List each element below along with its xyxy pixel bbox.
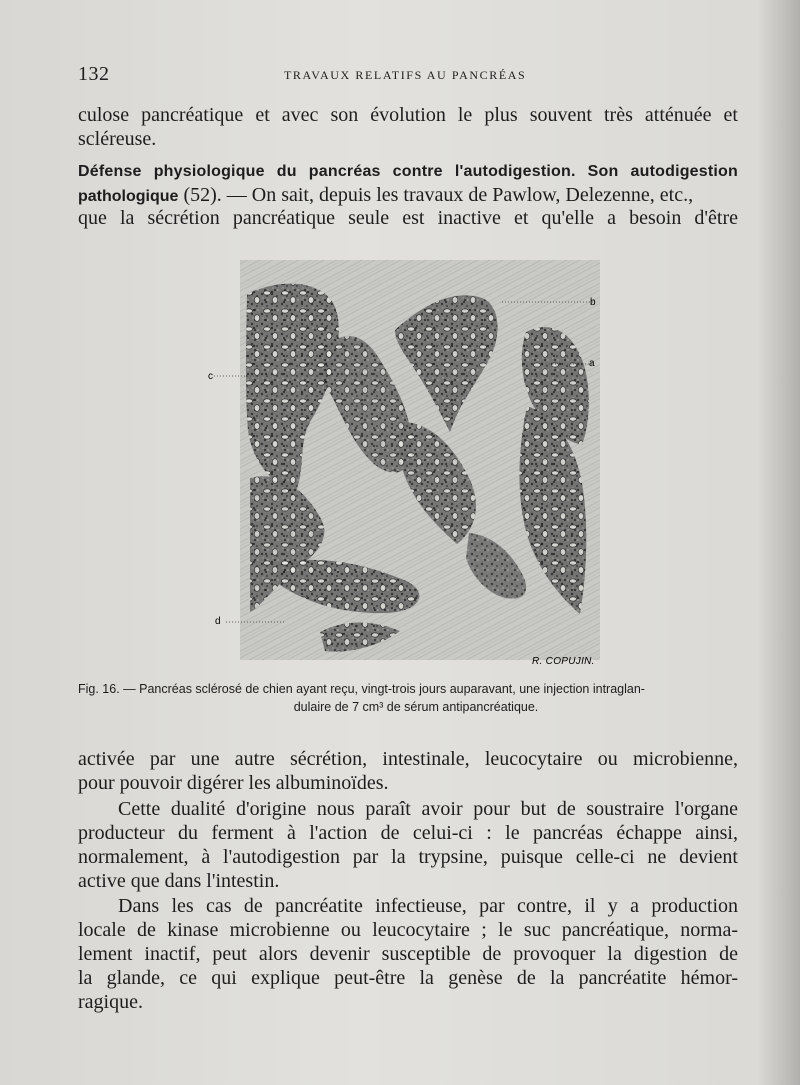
body-line-1: culose pancréatique et avec son évolution le plus souvent très atténuée et: [78, 104, 738, 126]
body-para2-line-3: normalement, à l'autodigestion par la trypsine, puisque celle-ci ne devient: [78, 846, 738, 868]
artist-signature: R. COPUJIN.: [532, 656, 595, 667]
histology-figure: [190, 252, 610, 670]
body-para2-line-4: active que dans l'intestin.: [78, 870, 280, 892]
figure-label-b: b: [590, 297, 596, 308]
page-header: [78, 63, 738, 87]
body-line-before-figure: que la sécrétion pancréatique seule est inactive et qu'elle a besoin d'être: [78, 207, 738, 229]
section-title-line-1: Défense physiologique du pancréas contre l'autodigestion. Son autodigestion: [78, 163, 738, 180]
figure-label-c: c: [208, 371, 213, 382]
body-para1-line-2: pour pouvoir digérer les albuminoïdes.: [78, 772, 389, 794]
page-number: 132: [78, 63, 110, 85]
caption-line-1: Fig. 16. — Pancréas sclérosé de chien ayant reçu, vingt-trois jours auparavant, une injection intraglan-: [78, 682, 645, 696]
section-title-rest: (52). — On sait, depuis les travaux de Pawlow, Delezenne, etc.,: [178, 184, 694, 206]
section-title-bold-part: pathologique: [78, 188, 179, 205]
body-para3-line-1: Dans les cas de pancréatite infectieuse, par contre, il y a production: [118, 895, 738, 917]
body-para1-line-1: activée par une autre sécrétion, intestinale, leucocytaire ou microbienne,: [78, 748, 738, 770]
body-para3-line-5: ragique.: [78, 991, 143, 1013]
figure-label-d: d: [215, 616, 221, 627]
body-para3-line-4: la glande, ce qui explique peut-être la genèse de la pancréatite hémor-: [78, 967, 738, 989]
caption-line-2: dulaire de 7 cm³ de sérum antipancréatique.: [293, 700, 539, 714]
body-line-2: scléreuse.: [78, 128, 157, 150]
figure-caption: [78, 680, 738, 716]
running-title: TRAVAUX RELATIFS AU PANCRÉAS: [284, 68, 527, 82]
body-para2-line-1: Cette dualité d'origine nous paraît avoir pour but de soustraire l'organe: [118, 798, 738, 820]
figure-label-a: a: [589, 358, 595, 369]
body-para3-line-2: locale de kinase microbienne ou leucocytaire ; le suc pancréatique, norma-: [78, 919, 738, 941]
body-para2-line-2: producteur du ferment à l'action de celui-ci : le pancréas échappe ainsi,: [78, 822, 738, 844]
page-shadow: [758, 0, 800, 1085]
body-para3-line-3: lement inactif, peut alors devenir susceptible de provoquer la digestion de: [78, 943, 738, 965]
